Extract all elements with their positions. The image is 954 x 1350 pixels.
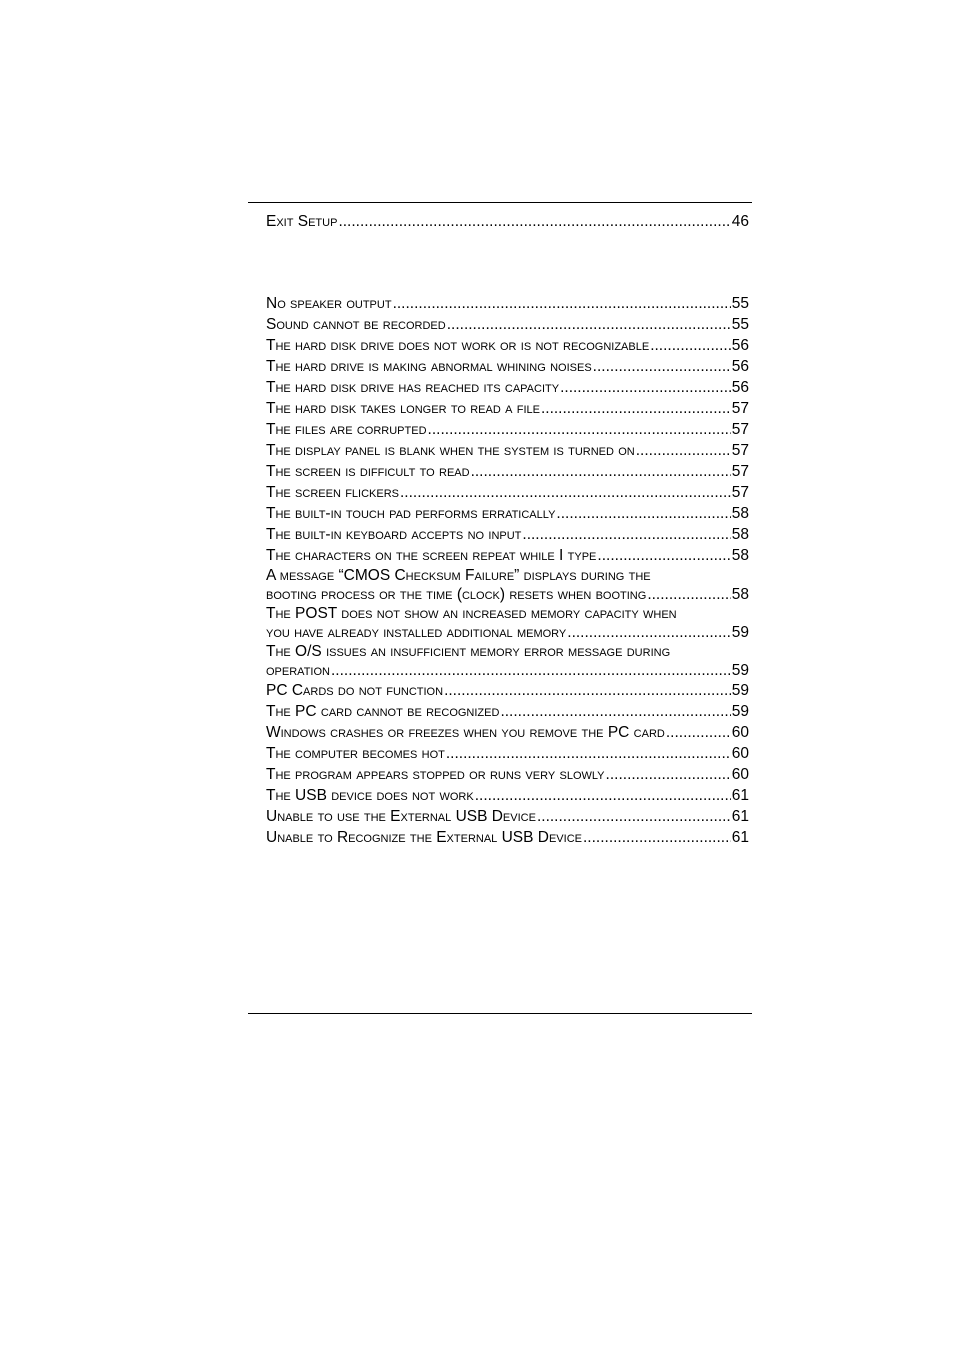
toc-entry-page: 58: [731, 547, 749, 564]
toc-entry-title-line2: operation: [266, 662, 330, 679]
leader-dots: [428, 419, 731, 440]
toc-entry-page: 59: [731, 703, 749, 720]
toc-entry[interactable]: [266, 566, 749, 604]
leader-dots: [500, 701, 730, 722]
toc-entry-title: The display panel is blank when the system is turned on: [266, 442, 635, 459]
toc-entry-title: The USB device does not work: [266, 787, 474, 804]
toc-entry-page: 56: [731, 358, 749, 375]
toc-entry[interactable]: [266, 398, 749, 419]
toc-entry-title-line1: A message “CMOS Checksum Failure” displays during the: [266, 567, 651, 584]
toc-entry-page: 59: [731, 624, 749, 641]
top-rule: [248, 202, 752, 203]
bottom-rule: [248, 1013, 752, 1014]
toc-entry-title-line1: The O/S issues an insufficient memory error message during: [266, 643, 671, 660]
toc-entry-title: The screen flickers: [266, 484, 399, 501]
toc-entry-title: The files are corrupted: [266, 421, 427, 438]
toc-entry-title: The characters on the screen repeat while I type: [266, 547, 597, 564]
toc-entry-page: 55: [731, 295, 749, 312]
toc-entry[interactable]: [266, 461, 749, 482]
leader-dots: [647, 585, 730, 604]
toc-entry-page: 46: [731, 213, 749, 230]
toc-entry-title: The hard disk takes longer to read a file: [266, 400, 540, 417]
toc-entry[interactable]: [266, 701, 749, 722]
toc-entry[interactable]: [266, 785, 749, 806]
leader-dots: [556, 503, 730, 524]
toc-entry[interactable]: [266, 293, 749, 314]
toc-entry[interactable]: [266, 604, 749, 642]
leader-dots: [338, 211, 730, 232]
leader-dots: [606, 764, 731, 785]
toc-entry-page: 56: [731, 379, 749, 396]
toc-entry-title: The program appears stopped or runs very slowly: [266, 766, 605, 783]
toc-entry[interactable]: [266, 314, 749, 335]
toc-entry[interactable]: [266, 806, 749, 827]
toc-entry-title-line1: The POST does not show an increased memory capacity when: [266, 605, 677, 622]
leader-dots: [447, 314, 731, 335]
toc-entry-title: Unable to use the External USB Device: [266, 808, 536, 825]
toc-entry[interactable]: [266, 211, 749, 232]
toc-entry[interactable]: [266, 642, 749, 680]
leader-dots: [597, 545, 730, 566]
leader-dots: [560, 377, 731, 398]
toc-entry[interactable]: [266, 503, 749, 524]
toc-entry-page: 60: [731, 724, 749, 741]
toc-entry[interactable]: [266, 545, 749, 566]
toc-entry[interactable]: [266, 335, 749, 356]
toc-entry[interactable]: [266, 482, 749, 503]
leader-dots: [400, 482, 731, 503]
leader-dots: [636, 440, 731, 461]
leader-dots: [541, 398, 731, 419]
leader-dots: [331, 661, 731, 680]
toc-entry[interactable]: [266, 377, 749, 398]
toc-section-troubleshooting: [266, 293, 749, 848]
toc-entry-title: Unable to Recognize the External USB Device: [266, 829, 582, 846]
toc-entry-page: 57: [731, 421, 749, 438]
toc-section-setup: [266, 211, 749, 232]
toc-entry-title: The built-in keyboard accepts no input: [266, 526, 522, 543]
leader-dots: [537, 806, 731, 827]
toc-entry-title: No speaker output: [266, 295, 392, 312]
toc-entry-page: 61: [731, 787, 749, 804]
toc-entry-title: The hard drive is making abnormal whining noises: [266, 358, 592, 375]
toc-entry-page: 60: [731, 745, 749, 762]
toc-entry-page: 57: [731, 484, 749, 501]
leader-dots: [471, 461, 731, 482]
leader-dots: [650, 335, 731, 356]
toc-entry-page: 58: [731, 505, 749, 522]
toc-entry[interactable]: [266, 827, 749, 848]
toc-entry-title: The built-in touch pad performs erratically: [266, 505, 556, 522]
toc-entry-page: 59: [731, 662, 749, 679]
toc-entry-title: The screen is difficult to read: [266, 463, 470, 480]
leader-dots: [567, 623, 730, 642]
toc-entry[interactable]: [266, 722, 749, 743]
leader-dots: [583, 827, 731, 848]
toc-entry[interactable]: [266, 356, 749, 377]
toc-entry-title: The hard disk drive does not work or is not recognizable: [266, 337, 650, 354]
toc-entry-page: 55: [731, 316, 749, 333]
toc-entry-page: 57: [731, 463, 749, 480]
leader-dots: [666, 722, 731, 743]
leader-dots: [475, 785, 731, 806]
toc-entry-title: Windows crashes or freezes when you remove the PC card: [266, 724, 665, 741]
toc-entry-page: 57: [731, 442, 749, 459]
toc-entry-title: Sound cannot be recorded: [266, 316, 446, 333]
toc-entry-title: Exit Setup: [266, 213, 338, 230]
toc-entry-title-line2: you have already installed additional memory: [266, 624, 567, 641]
toc-entry[interactable]: [266, 440, 749, 461]
toc-entry-page: 60: [731, 766, 749, 783]
toc-entry-page: 58: [731, 586, 749, 603]
toc-entry[interactable]: [266, 419, 749, 440]
leader-dots: [393, 293, 731, 314]
toc-entry[interactable]: [266, 524, 749, 545]
toc-entry-title-line2: booting process or the time (clock) resets when booting: [266, 586, 647, 603]
toc-entry-page: 57: [731, 400, 749, 417]
toc-entry-page: 61: [731, 829, 749, 846]
toc-entry[interactable]: [266, 680, 749, 701]
toc-entry-page: 59: [731, 682, 749, 699]
toc-entry[interactable]: [266, 743, 749, 764]
toc-entry-page: 56: [731, 337, 749, 354]
toc-entry-title: The hard disk drive has reached its capacity: [266, 379, 560, 396]
toc-entry[interactable]: [266, 764, 749, 785]
toc-entry-title: PC Cards do not function: [266, 682, 444, 699]
toc-entry-page: 61: [731, 808, 749, 825]
toc-entry-title: The PC card cannot be recognized: [266, 703, 500, 720]
toc-entry-title: The computer becomes hot: [266, 745, 445, 762]
leader-dots: [446, 743, 731, 764]
toc-entry-page: 58: [731, 526, 749, 543]
leader-dots: [593, 356, 731, 377]
leader-dots: [444, 680, 731, 701]
leader-dots: [522, 524, 730, 545]
